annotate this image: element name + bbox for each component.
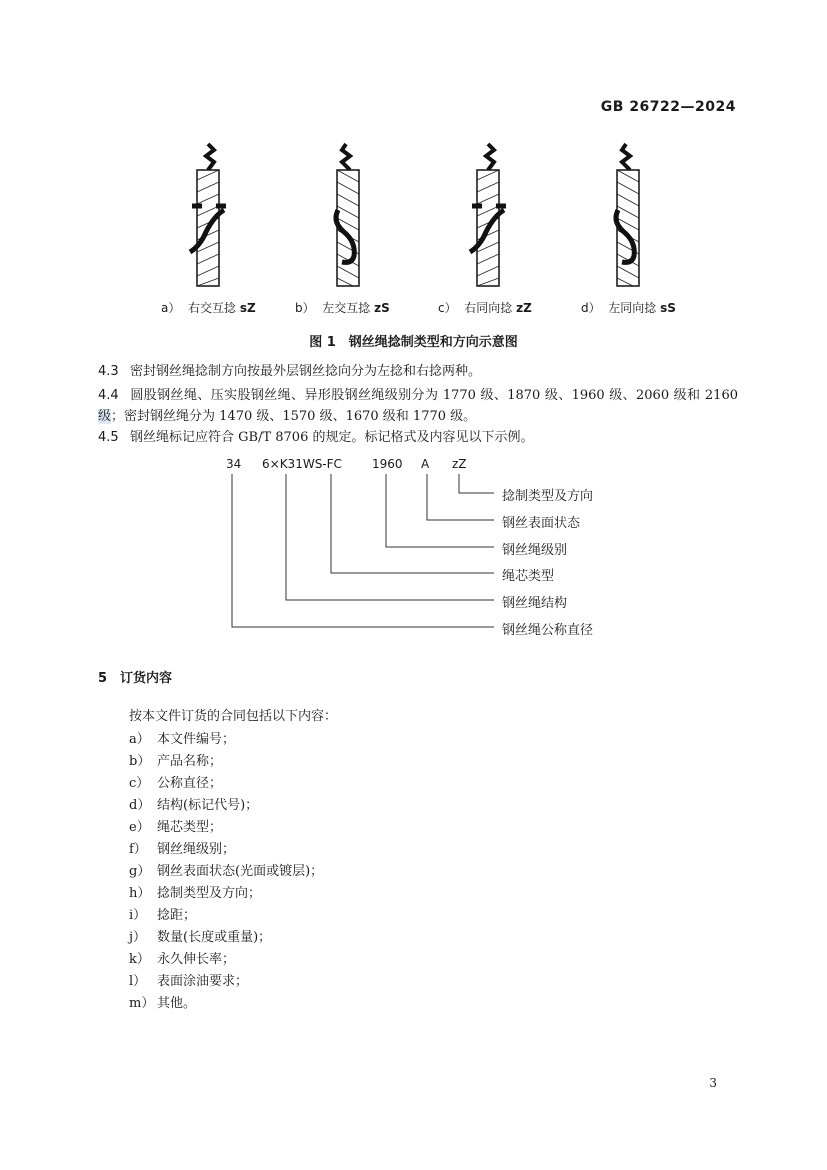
rope-diagram-d bbox=[600, 140, 660, 290]
list-item: i） 捻距； bbox=[129, 908, 197, 923]
list-item: k） 永久伸长率； bbox=[129, 952, 236, 967]
caption-b: b） 左交互捻 zS bbox=[295, 301, 390, 315]
mark-structure: 6×K31WS-FC bbox=[262, 457, 342, 471]
figure-title: 图 1 钢丝绳捻制类型和方向示意图 bbox=[309, 335, 518, 350]
list-item: m） 其他。 bbox=[129, 996, 197, 1011]
legend-grade: 钢丝绳级别 bbox=[502, 543, 568, 558]
legend-surface: 钢丝表面状态 bbox=[502, 516, 581, 531]
legend-core-type: 绳芯类型 bbox=[502, 569, 555, 584]
list-item: j） 数量(长度或重量)； bbox=[129, 930, 272, 945]
standard-code: GB 26722—2024 bbox=[600, 99, 736, 115]
caption-a: a） 右交互捻 sZ bbox=[161, 301, 256, 315]
clause-4-5: 4.5 钢丝绳标记应符合 GB/T 8706 的规定。标记格式及内容见以下示例。 bbox=[98, 430, 534, 445]
clause-4-3: 4.3 密封钢丝绳捻制方向按最外层钢丝捻向分为左捻和右捻两种。 bbox=[98, 364, 482, 379]
mark-diameter: 34 bbox=[226, 457, 242, 471]
list-item: a） 本文件编号； bbox=[129, 732, 236, 747]
legend-lay-type: 捻制类型及方向 bbox=[502, 489, 594, 504]
mark-surface: A bbox=[421, 457, 430, 471]
caption-c: c） 右同向捻 zZ bbox=[438, 301, 532, 315]
list-item: e） 绳芯类型； bbox=[129, 820, 223, 835]
caption-d: d） 左同向捻 sS bbox=[581, 301, 676, 315]
legend-diameter: 钢丝绳公称直径 bbox=[502, 623, 594, 638]
list-item: l） 表面涂油要求； bbox=[129, 974, 249, 989]
rope-diagram-c bbox=[460, 140, 520, 290]
list-item: g） 钢丝表面状态(光面或镀层)； bbox=[129, 864, 324, 879]
clause-4-4: 4.4 圆股钢丝绳、压实股钢丝绳、异形股钢丝绳级别分为 1770 级、1870 级、1960 级、2060 级和 2160 级；密封钢丝绳分为 1470 级、1570 级、1670 级和 1770 级。 bbox=[98, 388, 738, 424]
page-number: 3 bbox=[709, 1076, 717, 1090]
list-item: f） 钢丝绳级别； bbox=[129, 842, 236, 857]
rope-diagram-a bbox=[180, 140, 240, 290]
mark-grade: 1960 bbox=[372, 457, 403, 471]
mark-lay: zZ bbox=[452, 457, 467, 471]
section-5-intro: 按本文件订货的合同包括以下内容： bbox=[129, 709, 338, 724]
text-selection-highlight: 级 bbox=[98, 409, 112, 424]
list-item: d） 结构(标记代号)； bbox=[129, 798, 259, 813]
section-5-heading: 5 订货内容 bbox=[98, 671, 173, 686]
rope-diagram-b bbox=[320, 140, 380, 290]
list-item: h） 捻制类型及方向； bbox=[129, 886, 262, 901]
legend-structure: 钢丝绳结构 bbox=[502, 596, 568, 611]
list-item: b） 产品名称； bbox=[129, 754, 223, 769]
list-item: c） 公称直径； bbox=[129, 776, 223, 791]
